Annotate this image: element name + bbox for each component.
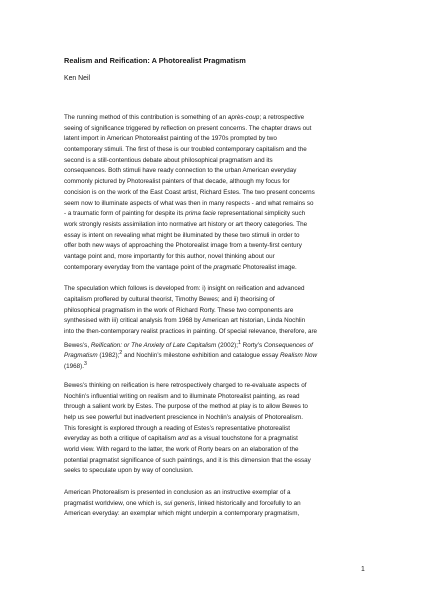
text-line: The running method of this contribution is something of an après-coup; a retrospective <box>64 114 305 121</box>
text-line: contemporary everyday from the vantage point of the pragmatic Photorealist image. <box>64 263 297 271</box>
text-line: contemporary stimuli. The first of these is our troubled contemporary capitalism and the <box>64 146 307 154</box>
text-line: seeing of significance triggered by reflection on present concerns. The chapter draws out <box>64 124 312 132</box>
text-line: commonly pictured by Photorealist painters of that decade, although my focus for <box>64 178 290 186</box>
text-line: world view. With regard to the latter, the work of Rorty bears on an elaboration of the <box>64 445 299 453</box>
text-line: concision is on the work of the East Coast artist, Richard Estes. The two present concerns <box>64 188 315 196</box>
document-author: Ken Neil <box>64 75 91 82</box>
text-line: seem now to illuminate aspects of what was then in many respects - and what remains so <box>64 199 314 207</box>
text-line: The speculation which follows is developed from: i) insight on reification and advanced <box>64 285 305 293</box>
text-line: essay is intent on revealing what might be illuminated by these two stimuli in order to <box>64 231 300 239</box>
text-line: potential pragmatist significance of such paintings, and it is this dimension that the essay <box>64 456 311 464</box>
text-line: offer both new ways of approaching the Photorealist image from a twenty-first century <box>64 242 302 250</box>
text-line: capitalism proffered by cultural theorist, Timothy Bewes; and ii) theorising of <box>64 296 275 303</box>
text-line: Pragmatism (1982);$^2$ and Nochlin’s milestone exhibition and catalogue essay Realism Now <box>64 350 318 360</box>
text-line: This foresight is explored through a reading of Estes’s representative photorealist <box>64 424 290 432</box>
text-line: seeks to speculate upon by way of conclusion. <box>64 467 194 475</box>
text-line: (1968).$^3$ <box>64 361 87 371</box>
text-line: everyday as both a critique of capitalism and as a visual touchstone for a pragmatist <box>64 435 298 443</box>
paragraph <box>64 113 364 273</box>
text-line: Nochlin’s influential writing on realism and to illuminate Photorealist painting, as read <box>64 392 300 400</box>
paragraph <box>64 381 364 477</box>
text-line: latent import in American Photorealist painting of the 1970s prompted by two <box>64 135 277 143</box>
text-line: American everyday: an exemplar which might underpin a contemporary pragmatism, <box>64 510 300 518</box>
text-line: vantage point and, more importantly for this author, novel thinking about our <box>64 252 275 260</box>
text-line: help us see powerful but inadvertent prescience in Nochlin’s analysis of Photorealism. <box>64 413 303 421</box>
text-line: Bewes’s thinking on reification is here retrospectively charged to re-evaluate aspects of <box>64 381 307 389</box>
text-line: - a traumatic form of painting for despite its prima facie representational simplicity such <box>64 210 306 218</box>
text-line: pragmatist worldview, one which is, sui generis, linked historically and forcefully to an <box>64 499 301 507</box>
text-line: into the then-contemporary realist practices in painting. Of special relevance, therefore, are <box>64 328 318 336</box>
text-line: work strongly resists assimilation into normative art history or art theory categories. The <box>64 220 308 228</box>
text-line: philosophical pragmatism in the work of Richard Rorty. These two components are <box>64 306 294 314</box>
text-line: American Photorealism is presented in conclusion as an instructive exemplar of a <box>64 489 291 496</box>
text-line: through a salient work by Estes. The purpose of the method at play is to allow Bewes to <box>64 403 308 411</box>
document-title: Realism and Reification: A Photorealist Pragmatism <box>64 56 246 65</box>
paragraph <box>64 284 364 370</box>
text-line: second is a still-contentious debate about philosophical pragmatism and its <box>64 156 273 164</box>
text-line: Bewes’s, Reification: or The Anxiety of Late Capitalism (2002);$^1$ Rorty’s Consequences of <box>64 339 313 349</box>
text-line: synthesised with iii) critical analysis from 1968 by American art historian, Linda Nochlin <box>64 317 306 325</box>
text-line: consequences. Both stimuli have ready connection to the urban American everyday <box>64 167 297 175</box>
document-body <box>64 113 364 531</box>
paragraph <box>64 488 364 520</box>
page-number: 1 <box>361 566 365 573</box>
